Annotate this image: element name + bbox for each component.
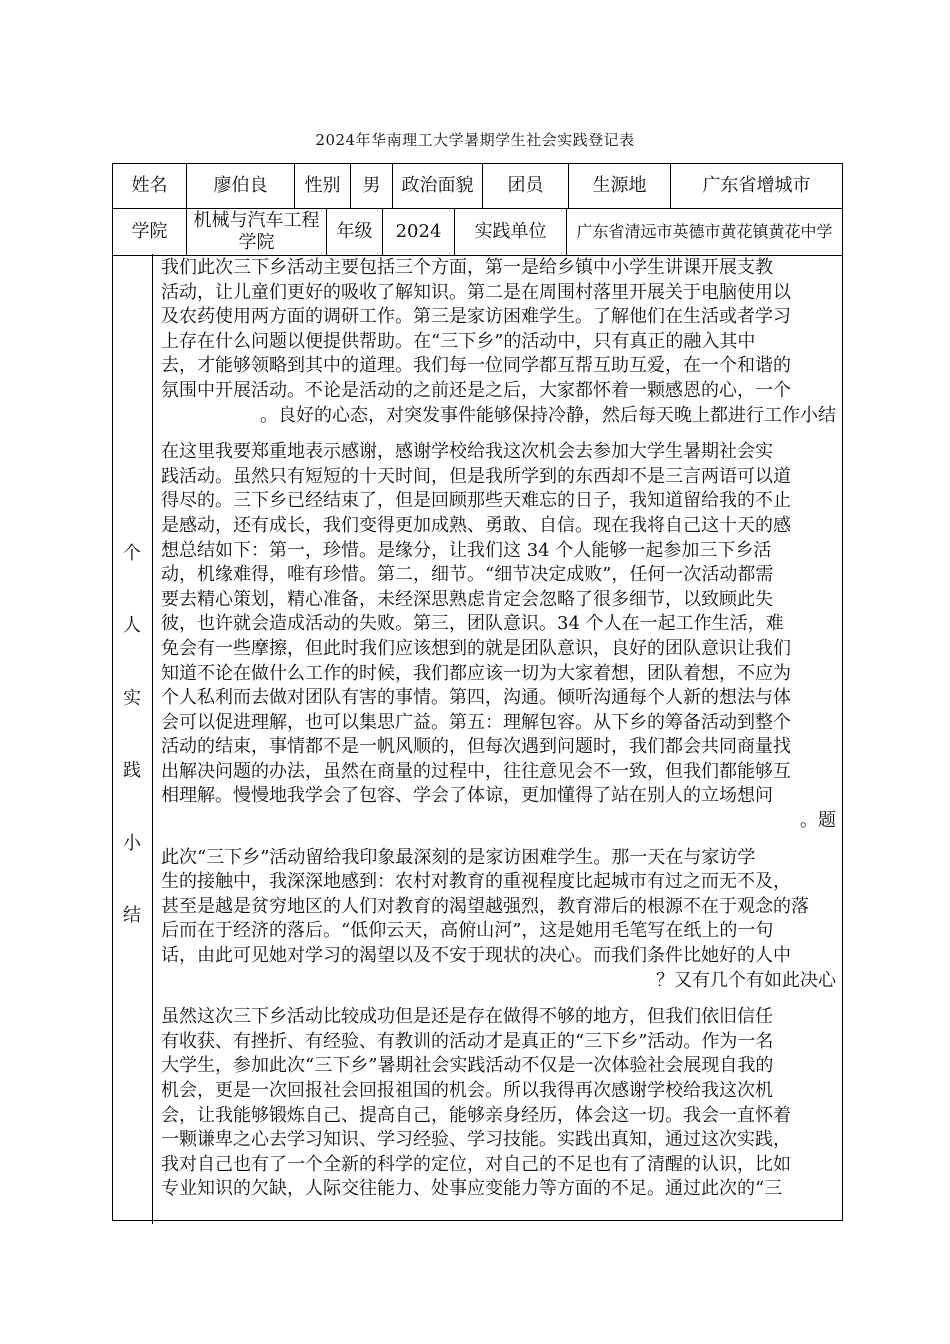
unit-value: 广东省清远市英德市黄花镇黄花中学 [576,222,833,241]
info-row-1 [113,164,842,209]
text-line-end: 。良好的心态，对突发事件能够保持冷静，然后每天晚上都进行工作小结 [260,404,836,426]
summary-label-char: 实 [123,688,141,709]
text-line: 知道不论在做什么工作的时候，我们都应该一切为大家着想，团队着想，不应为 [161,662,791,684]
text-line: 会可以促进理解，也可以集思广益。第五：理解包容。从下乡的筹备活动到整个 [161,711,791,733]
text-line: 去，才能够领略到其中的道理。我们每一位同学都互帮互助互爱，在一个和谐的 [161,355,791,377]
grade-value: 2024 [383,209,455,255]
text-line: 专业知识的欠缺，人际交往能力、处事应变能力等方面的不足。通过此次的“三 [161,1178,783,1200]
text-line: 出解决问题的办法，虽然在商量的过程中，往往意见会不一致，但我们都能够互 [161,760,791,782]
text-line: 活动，让儿童们更好的吸收了解知识。第二是在周围村落里开展关于电脑使用以 [161,281,791,303]
text-line: 是感动，还有成长，我们变得更加成熟、勇敢、自信。现在我将自己这十天的感 [161,514,791,536]
text-line: 想总结如下：第一，珍惜。是缘分，让我们这 34 个人能够一起参加三下乡活 [161,539,772,561]
paragraph-1 [161,256,836,428]
text-line: 相理解。慢慢地我学会了包容、学会了体谅，更加懂得了站在别人的立场想问 [161,785,773,807]
text-line: 机会，更是一次回报社会回报祖国的机会。所以我得再次感谢学校给我这次机 [161,1080,773,1101]
text-line: 话，由此可见她对学习的渴望以及不安于现状的决心。而我们条件比她好的人中 [161,945,791,967]
text-line: 个人私利而去做对团队有害的事情。第四，沟通。倾听沟通每个人新的想法与体 [161,687,791,709]
text-line: 践活动。虽然只有短短的十天时间，但是我所学到的东西却不是三言两语可以道 [161,465,791,487]
name-value: 廖伯良 [187,164,295,208]
text-line: 彼，也许就会造成活动的失败。第三，团队意识。34 个人在一起工作生活，难 [161,613,784,635]
text-line: 甚至是越是贫穷地区的人们对教育的渴望越强烈，教育滞后的根源不在于观念的落 [161,895,809,917]
gender-value: 男 [351,164,393,208]
text-line: 一颗谦卑之心去学习知识、学习经验、学习技能。实践出真知，通过这次实践， [161,1129,791,1151]
text-line: 生的接触中，我深深地感到：农村对教育的重视程度比起城市有过之而无不及， [161,871,791,893]
political-value: 团员 [483,164,569,208]
text-line: 及农药使用两方面的调研工作。第三是家访困难学生。了解他们在生活或者学习 [161,306,791,328]
text-line: 免会有一些摩擦，但此时我们应该想到的就是团队意识，良好的团队意识让我们 [161,637,791,659]
text-line: 大学生，参加此次“三下乡”暑期社会实践活动不仅是一次体验社会展现自我的 [161,1055,774,1077]
summary-label-char: 人 [123,615,141,636]
college-value: 机械与汽车工程学院 [187,209,327,255]
text-line: 我对自己也有了一个全新的科学的定位，对自己的不足也有了清醒的认识，比如 [161,1153,791,1175]
grade-label: 年级 [327,209,383,255]
text-line-end: 。题 [800,810,836,832]
unit-label: 实践单位 [455,209,567,255]
text-line: 上存在什么问题以便提供帮助。在“三下乡”的活动中，只有真正的融入其中 [161,330,756,352]
college-label: 学院 [113,209,187,255]
political-label: 政治面貌 [393,164,483,208]
paragraph-4 [161,1005,836,1202]
paragraph-2 [161,440,836,834]
registration-table [112,163,843,1221]
text-line-end: ？又有几个有如此决心 [656,969,836,991]
summary-label-char: 小 [123,833,141,854]
text-line: 氛围中开展活动。不论是活动的之前还是之后，大家都怀着一颗感恩的心，一个 [161,379,791,401]
text-line: 此次“三下乡”活动留给我印象最深刻的是家访困难学生。那一天在与家访学 [161,846,756,868]
text-line: 得尽的。三下乡已经结束了，但是回顾那些天难忘的日子，我知道留给我的不止 [161,490,791,512]
summary-content [161,256,836,1202]
text-line: 要去精心策划，精心准备，未经深思熟虑肯定会忽略了很多细节，以致顾此失 [161,588,773,610]
summary-label-column [113,254,153,1224]
text-line: 我们此次三下乡活动主要包括三个方面，第一是给乡镇中小学生讲课开展支教 [161,257,773,278]
name-label: 姓名 [113,164,187,208]
summary-label-char: 个 [123,543,141,564]
summary-label-char: 践 [123,760,141,781]
text-line: 后而在于经济的落后。“低仰云天，高俯山河”，这是她用毛笔写在纸上的一句 [161,920,774,942]
gender-label: 性别 [295,164,351,208]
summary-label-char: 结 [123,905,141,926]
text-line: 会，让我能够锻炼自己、提高自己，能够亲身经历，体会这一切。我会一直怀着 [161,1104,791,1126]
text-line: 在这里我要郑重地表示感谢，感谢学校给我这次机会去参加大学生暑期社会实 [161,441,773,463]
text-line: 有收获、有挫折、有经验、有教训的活动才是真正的“三下乡”活动。作为一名 [161,1030,774,1052]
origin-value: 广东省增城市 [702,175,811,196]
origin-label: 生源地 [569,164,671,208]
form-title: 2024年华南理工大学暑期学生社会实践登记表 [315,131,635,149]
text-line: 虽然这次三下乡活动比较成功但是还是存在做得不够的地方，但我们依旧信任 [161,1006,773,1028]
text-line: 动，机缘难得，唯有珍惜。第二，细节。“细节决定成败”，任何一次活动都需 [161,564,774,586]
info-row-2 [113,209,842,256]
text-line: 活动的结束，事情都不是一帆风顺的，但每次遇到问题时，我们都会共同商量找 [161,736,791,758]
paragraph-3 [161,846,836,994]
